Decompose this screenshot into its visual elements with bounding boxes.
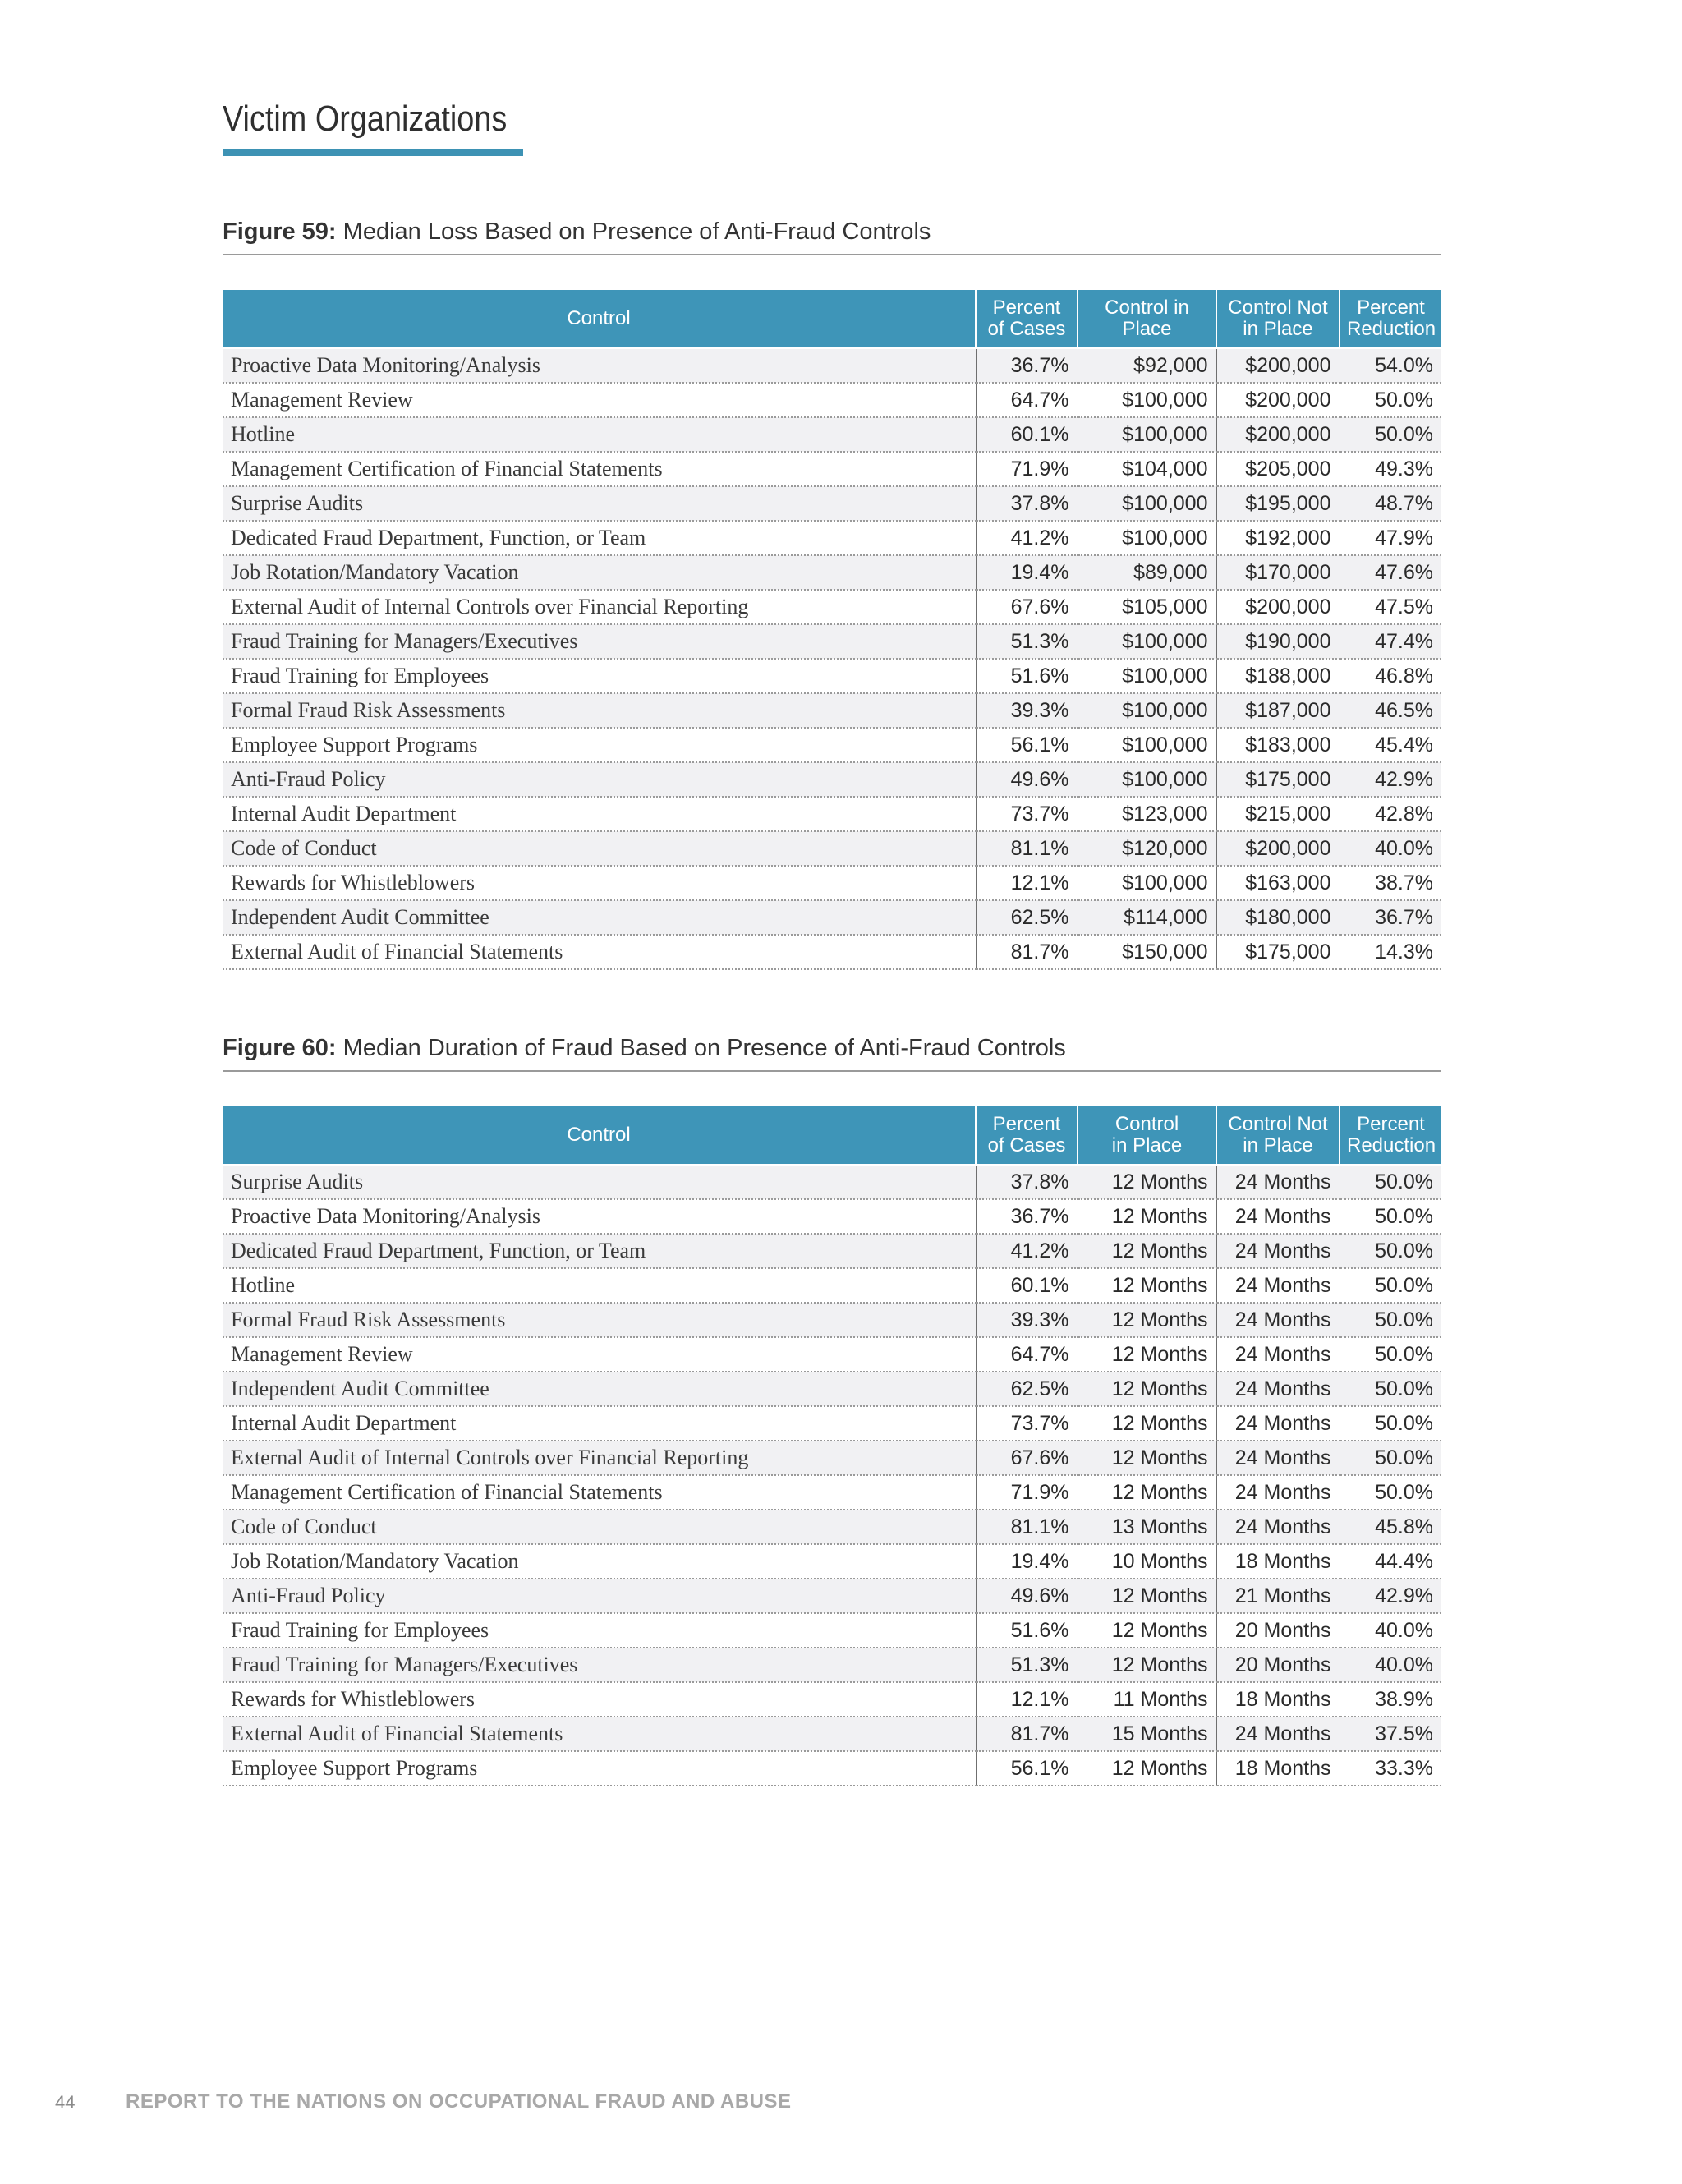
cell-control-not-in-place: 18 Months	[1216, 1682, 1340, 1717]
cell-control: Internal Audit Department	[223, 1406, 976, 1441]
header-percent-reduction: Percent Reduction	[1340, 290, 1441, 348]
cell-control-in-place: $150,000	[1078, 935, 1216, 969]
cell-control: Proactive Data Monitoring/Analysis	[223, 348, 976, 383]
cell-control: Independent Audit Committee	[223, 900, 976, 935]
cell-percent-reduction: 40.0%	[1340, 1648, 1441, 1682]
cell-control: Fraud Training for Employees	[223, 1613, 976, 1648]
cell-percent-reduction: 50.0%	[1340, 1475, 1441, 1510]
cell-percent-reduction: 37.5%	[1340, 1717, 1441, 1751]
cell-percent-reduction: 44.4%	[1340, 1544, 1441, 1579]
cell-percent-cases: 81.7%	[976, 935, 1078, 969]
table-row	[223, 1165, 1441, 1199]
figure-60-caption	[223, 1035, 1066, 1062]
cell-control-in-place: 12 Months	[1078, 1579, 1216, 1613]
cell-control-not-in-place: 18 Months	[1216, 1751, 1340, 1786]
cell-control-not-in-place: $170,000	[1216, 555, 1340, 590]
cell-control-in-place: 12 Months	[1078, 1475, 1216, 1510]
cell-percent-cases: 81.7%	[976, 1717, 1078, 1751]
cell-percent-reduction: 36.7%	[1340, 900, 1441, 935]
table-header-row	[223, 1106, 1441, 1165]
cell-percent-reduction: 47.6%	[1340, 555, 1441, 590]
cell-control-not-in-place: $188,000	[1216, 659, 1340, 693]
cell-control-in-place: 12 Months	[1078, 1613, 1216, 1648]
cell-percent-reduction: 50.0%	[1340, 417, 1441, 452]
cell-control: External Audit of Internal Controls over Financial Reporting	[223, 590, 976, 624]
cell-control: External Audit of Financial Statements	[223, 1717, 976, 1751]
cell-control-not-in-place: 24 Months	[1216, 1234, 1340, 1268]
cell-control-not-in-place: $200,000	[1216, 831, 1340, 866]
cell-percent-reduction: 45.8%	[1340, 1510, 1441, 1544]
table-row	[223, 1682, 1441, 1717]
cell-control: Fraud Training for Employees	[223, 659, 976, 693]
header-control-in-place: Control in Place	[1078, 290, 1216, 348]
cell-percent-reduction: 38.7%	[1340, 866, 1441, 900]
cell-control-not-in-place: $200,000	[1216, 590, 1340, 624]
cell-control-not-in-place: $175,000	[1216, 762, 1340, 797]
cell-percent-cases: 41.2%	[976, 521, 1078, 555]
header-control: Control	[223, 290, 976, 348]
table-row	[223, 1579, 1441, 1613]
cell-control-in-place: $120,000	[1078, 831, 1216, 866]
figure-60-title: Median Duration of Fraud Based on Presence of Anti-Fraud Controls	[342, 1035, 1066, 1061]
cell-control: Employee Support Programs	[223, 728, 976, 762]
cell-control: Management Certification of Financial Statements	[223, 1475, 976, 1510]
section-title-underline	[223, 149, 523, 156]
cell-control-in-place: $100,000	[1078, 417, 1216, 452]
cell-control-not-in-place: 20 Months	[1216, 1613, 1340, 1648]
cell-percent-reduction: 50.0%	[1340, 1372, 1441, 1406]
figure-59-label: Figure 59:	[223, 218, 337, 245]
cell-control-in-place: 11 Months	[1078, 1682, 1216, 1717]
table-row	[223, 624, 1441, 659]
cell-control: Fraud Training for Managers/Executives	[223, 1648, 976, 1682]
figure-60-rule	[223, 1070, 1441, 1072]
cell-percent-cases: 60.1%	[976, 1268, 1078, 1303]
cell-control-in-place: $100,000	[1078, 866, 1216, 900]
table-row	[223, 1510, 1441, 1544]
cell-control-in-place: $104,000	[1078, 452, 1216, 486]
cell-control: External Audit of Internal Controls over Financial Reporting	[223, 1441, 976, 1475]
cell-control: Management Review	[223, 383, 976, 417]
cell-percent-cases: 71.9%	[976, 452, 1078, 486]
table-row	[223, 762, 1441, 797]
cell-control: Anti-Fraud Policy	[223, 1579, 976, 1613]
cell-percent-cases: 51.6%	[976, 659, 1078, 693]
cell-percent-cases: 41.2%	[976, 1234, 1078, 1268]
header-control-in-place: Control in Place	[1078, 1106, 1216, 1165]
cell-control-in-place: 13 Months	[1078, 1510, 1216, 1544]
cell-percent-reduction: 47.9%	[1340, 521, 1441, 555]
cell-percent-reduction: 50.0%	[1340, 1234, 1441, 1268]
cell-percent-cases: 73.7%	[976, 1406, 1078, 1441]
cell-percent-reduction: 49.3%	[1340, 452, 1441, 486]
cell-control-in-place: 12 Months	[1078, 1648, 1216, 1682]
cell-control-in-place: $100,000	[1078, 624, 1216, 659]
cell-control: Management Certification of Financial Statements	[223, 452, 976, 486]
cell-control-not-in-place: 24 Months	[1216, 1303, 1340, 1337]
cell-control-not-in-place: $200,000	[1216, 348, 1340, 383]
figure-59-title: Median Loss Based on Presence of Anti-Fraud Controls	[342, 218, 931, 245]
cell-percent-reduction: 42.9%	[1340, 762, 1441, 797]
cell-percent-cases: 62.5%	[976, 900, 1078, 935]
table-row	[223, 417, 1441, 452]
cell-percent-cases: 81.1%	[976, 1510, 1078, 1544]
cell-control-in-place: $89,000	[1078, 555, 1216, 590]
cell-percent-cases: 12.1%	[976, 866, 1078, 900]
cell-percent-reduction: 48.7%	[1340, 486, 1441, 521]
section-title: Victim Organizations	[223, 99, 508, 139]
figure-60-label: Figure 60:	[223, 1035, 337, 1061]
cell-control-not-in-place: $180,000	[1216, 900, 1340, 935]
cell-control: Surprise Audits	[223, 1165, 976, 1199]
cell-percent-reduction: 47.5%	[1340, 590, 1441, 624]
table-row	[223, 1406, 1441, 1441]
table-row	[223, 1303, 1441, 1337]
cell-percent-cases: 19.4%	[976, 1544, 1078, 1579]
cell-percent-cases: 36.7%	[976, 1199, 1078, 1234]
cell-percent-reduction: 50.0%	[1340, 383, 1441, 417]
header-percent-cases: Percent of Cases	[976, 290, 1078, 348]
cell-percent-reduction: 50.0%	[1340, 1406, 1441, 1441]
cell-control-in-place: $100,000	[1078, 486, 1216, 521]
cell-percent-cases: 37.8%	[976, 486, 1078, 521]
cell-percent-reduction: 14.3%	[1340, 935, 1441, 969]
header-percent-cases: Percent of Cases	[976, 1106, 1078, 1165]
table-row	[223, 935, 1441, 969]
cell-percent-reduction: 40.0%	[1340, 1613, 1441, 1648]
cell-percent-cases: 39.3%	[976, 693, 1078, 728]
cell-percent-cases: 36.7%	[976, 348, 1078, 383]
cell-percent-reduction: 50.0%	[1340, 1303, 1441, 1337]
header-control-not-in-place: Control Not in Place	[1216, 290, 1340, 348]
cell-percent-reduction: 46.5%	[1340, 693, 1441, 728]
table-row	[223, 866, 1441, 900]
cell-control: Dedicated Fraud Department, Function, or Team	[223, 521, 976, 555]
table-row	[223, 1475, 1441, 1510]
cell-control-not-in-place: 24 Months	[1216, 1268, 1340, 1303]
cell-control: Fraud Training for Managers/Executives	[223, 624, 976, 659]
cell-control: Employee Support Programs	[223, 1751, 976, 1786]
cell-control: External Audit of Financial Statements	[223, 935, 976, 969]
figure-60-table	[223, 1106, 1441, 1786]
cell-control: Proactive Data Monitoring/Analysis	[223, 1199, 976, 1234]
cell-control-in-place: 12 Months	[1078, 1199, 1216, 1234]
table-row	[223, 831, 1441, 866]
cell-percent-cases: 67.6%	[976, 590, 1078, 624]
cell-percent-cases: 12.1%	[976, 1682, 1078, 1717]
cell-control: Dedicated Fraud Department, Function, or Team	[223, 1234, 976, 1268]
table-row	[223, 659, 1441, 693]
cell-percent-reduction: 46.8%	[1340, 659, 1441, 693]
table-row	[223, 900, 1441, 935]
table-row	[223, 1717, 1441, 1751]
cell-percent-reduction: 50.0%	[1340, 1268, 1441, 1303]
cell-percent-cases: 37.8%	[976, 1165, 1078, 1199]
cell-percent-reduction: 50.0%	[1340, 1441, 1441, 1475]
table-row	[223, 693, 1441, 728]
table-header-row	[223, 290, 1441, 348]
cell-percent-reduction: 33.3%	[1340, 1751, 1441, 1786]
cell-control: Management Review	[223, 1337, 976, 1372]
cell-control-not-in-place: $215,000	[1216, 797, 1340, 831]
cell-control-not-in-place: $175,000	[1216, 935, 1340, 969]
table-row	[223, 1372, 1441, 1406]
cell-percent-cases: 67.6%	[976, 1441, 1078, 1475]
cell-control-not-in-place: 24 Months	[1216, 1372, 1340, 1406]
table-row	[223, 521, 1441, 555]
cell-percent-cases: 81.1%	[976, 831, 1078, 866]
cell-control-not-in-place: $195,000	[1216, 486, 1340, 521]
cell-control-not-in-place: 21 Months	[1216, 1579, 1340, 1613]
cell-control-in-place: 12 Months	[1078, 1337, 1216, 1372]
cell-control-not-in-place: $205,000	[1216, 452, 1340, 486]
table-row	[223, 1199, 1441, 1234]
cell-percent-cases: 51.3%	[976, 1648, 1078, 1682]
cell-control-not-in-place: 24 Months	[1216, 1510, 1340, 1544]
header-percent-reduction: Percent Reduction	[1340, 1106, 1441, 1165]
table-row	[223, 1648, 1441, 1682]
cell-control-in-place: $100,000	[1078, 728, 1216, 762]
cell-control: Code of Conduct	[223, 1510, 976, 1544]
cell-percent-cases: 56.1%	[976, 1751, 1078, 1786]
cell-control-in-place: 10 Months	[1078, 1544, 1216, 1579]
cell-control: Job Rotation/Mandatory Vacation	[223, 555, 976, 590]
cell-percent-reduction: 54.0%	[1340, 348, 1441, 383]
cell-control: Anti-Fraud Policy	[223, 762, 976, 797]
cell-control-in-place: $100,000	[1078, 762, 1216, 797]
cell-control-in-place: 12 Months	[1078, 1303, 1216, 1337]
cell-control-in-place: 12 Months	[1078, 1165, 1216, 1199]
page-number: 44	[55, 2092, 76, 2113]
cell-control-not-in-place: 24 Months	[1216, 1165, 1340, 1199]
cell-percent-reduction: 40.0%	[1340, 831, 1441, 866]
cell-percent-reduction: 38.9%	[1340, 1682, 1441, 1717]
cell-control-not-in-place: 24 Months	[1216, 1717, 1340, 1751]
table-row	[223, 797, 1441, 831]
cell-control: Rewards for Whistleblowers	[223, 1682, 976, 1717]
header-control: Control	[223, 1106, 976, 1165]
cell-percent-reduction: 47.4%	[1340, 624, 1441, 659]
cell-control-in-place: 12 Months	[1078, 1234, 1216, 1268]
table-row	[223, 452, 1441, 486]
table-row	[223, 1441, 1441, 1475]
table-row	[223, 348, 1441, 383]
cell-control: Hotline	[223, 1268, 976, 1303]
cell-control-not-in-place: $163,000	[1216, 866, 1340, 900]
cell-percent-cases: 39.3%	[976, 1303, 1078, 1337]
cell-control: Code of Conduct	[223, 831, 976, 866]
cell-control-in-place: 12 Months	[1078, 1441, 1216, 1475]
cell-control-not-in-place: 24 Months	[1216, 1475, 1340, 1510]
cell-control-in-place: $100,000	[1078, 521, 1216, 555]
cell-control: Hotline	[223, 417, 976, 452]
cell-control-in-place: $100,000	[1078, 693, 1216, 728]
cell-control-not-in-place: $190,000	[1216, 624, 1340, 659]
cell-percent-cases: 51.3%	[976, 624, 1078, 659]
cell-percent-cases: 73.7%	[976, 797, 1078, 831]
cell-control-in-place: 12 Months	[1078, 1372, 1216, 1406]
cell-control-in-place: 12 Months	[1078, 1751, 1216, 1786]
cell-control-not-in-place: 20 Months	[1216, 1648, 1340, 1682]
cell-percent-cases: 49.6%	[976, 762, 1078, 797]
cell-control-in-place: $100,000	[1078, 659, 1216, 693]
cell-control-not-in-place: $183,000	[1216, 728, 1340, 762]
cell-percent-reduction: 50.0%	[1340, 1199, 1441, 1234]
cell-control-in-place: $92,000	[1078, 348, 1216, 383]
figure-59-rule	[223, 254, 1441, 255]
cell-percent-cases: 51.6%	[976, 1613, 1078, 1648]
cell-control-in-place: 12 Months	[1078, 1406, 1216, 1441]
cell-control: Job Rotation/Mandatory Vacation	[223, 1544, 976, 1579]
table-row	[223, 1751, 1441, 1786]
cell-control-in-place: $105,000	[1078, 590, 1216, 624]
cell-control: Rewards for Whistleblowers	[223, 866, 976, 900]
cell-control: Surprise Audits	[223, 486, 976, 521]
cell-control-not-in-place: 24 Months	[1216, 1337, 1340, 1372]
figure-59-caption	[223, 218, 931, 246]
cell-control-in-place: $100,000	[1078, 383, 1216, 417]
cell-control-in-place: $123,000	[1078, 797, 1216, 831]
cell-percent-cases: 64.7%	[976, 1337, 1078, 1372]
table-row	[223, 1234, 1441, 1268]
cell-control: Formal Fraud Risk Assessments	[223, 1303, 976, 1337]
cell-control-not-in-place: 24 Months	[1216, 1406, 1340, 1441]
cell-percent-cases: 49.6%	[976, 1579, 1078, 1613]
footer-report-title: REPORT TO THE NATIONS ON OCCUPATIONAL FRAUD AND ABUSE	[126, 2090, 792, 2113]
cell-control: Independent Audit Committee	[223, 1372, 976, 1406]
cell-control-in-place: $114,000	[1078, 900, 1216, 935]
table-row	[223, 486, 1441, 521]
cell-percent-reduction: 50.0%	[1340, 1337, 1441, 1372]
cell-control-in-place: 15 Months	[1078, 1717, 1216, 1751]
cell-control-not-in-place: $200,000	[1216, 383, 1340, 417]
cell-percent-cases: 19.4%	[976, 555, 1078, 590]
cell-percent-cases: 62.5%	[976, 1372, 1078, 1406]
cell-control-not-in-place: $200,000	[1216, 417, 1340, 452]
cell-percent-reduction: 45.4%	[1340, 728, 1441, 762]
table-row	[223, 1337, 1441, 1372]
cell-percent-cases: 56.1%	[976, 728, 1078, 762]
cell-control: Formal Fraud Risk Assessments	[223, 693, 976, 728]
table-row	[223, 590, 1441, 624]
header-control-not-in-place: Control Not in Place	[1216, 1106, 1340, 1165]
cell-control-not-in-place: $187,000	[1216, 693, 1340, 728]
table-row	[223, 728, 1441, 762]
cell-percent-cases: 71.9%	[976, 1475, 1078, 1510]
cell-percent-reduction: 42.8%	[1340, 797, 1441, 831]
cell-percent-reduction: 42.9%	[1340, 1579, 1441, 1613]
cell-percent-reduction: 50.0%	[1340, 1165, 1441, 1199]
table-row	[223, 1544, 1441, 1579]
table-row	[223, 555, 1441, 590]
table-row	[223, 1268, 1441, 1303]
cell-percent-cases: 60.1%	[976, 417, 1078, 452]
figure-59-table	[223, 290, 1441, 970]
cell-control-in-place: 12 Months	[1078, 1268, 1216, 1303]
cell-percent-cases: 64.7%	[976, 383, 1078, 417]
cell-control-not-in-place: 18 Months	[1216, 1544, 1340, 1579]
table-row	[223, 1613, 1441, 1648]
cell-control-not-in-place: $192,000	[1216, 521, 1340, 555]
cell-control-not-in-place: 24 Months	[1216, 1199, 1340, 1234]
cell-control-not-in-place: 24 Months	[1216, 1441, 1340, 1475]
table-row	[223, 383, 1441, 417]
cell-control: Internal Audit Department	[223, 797, 976, 831]
